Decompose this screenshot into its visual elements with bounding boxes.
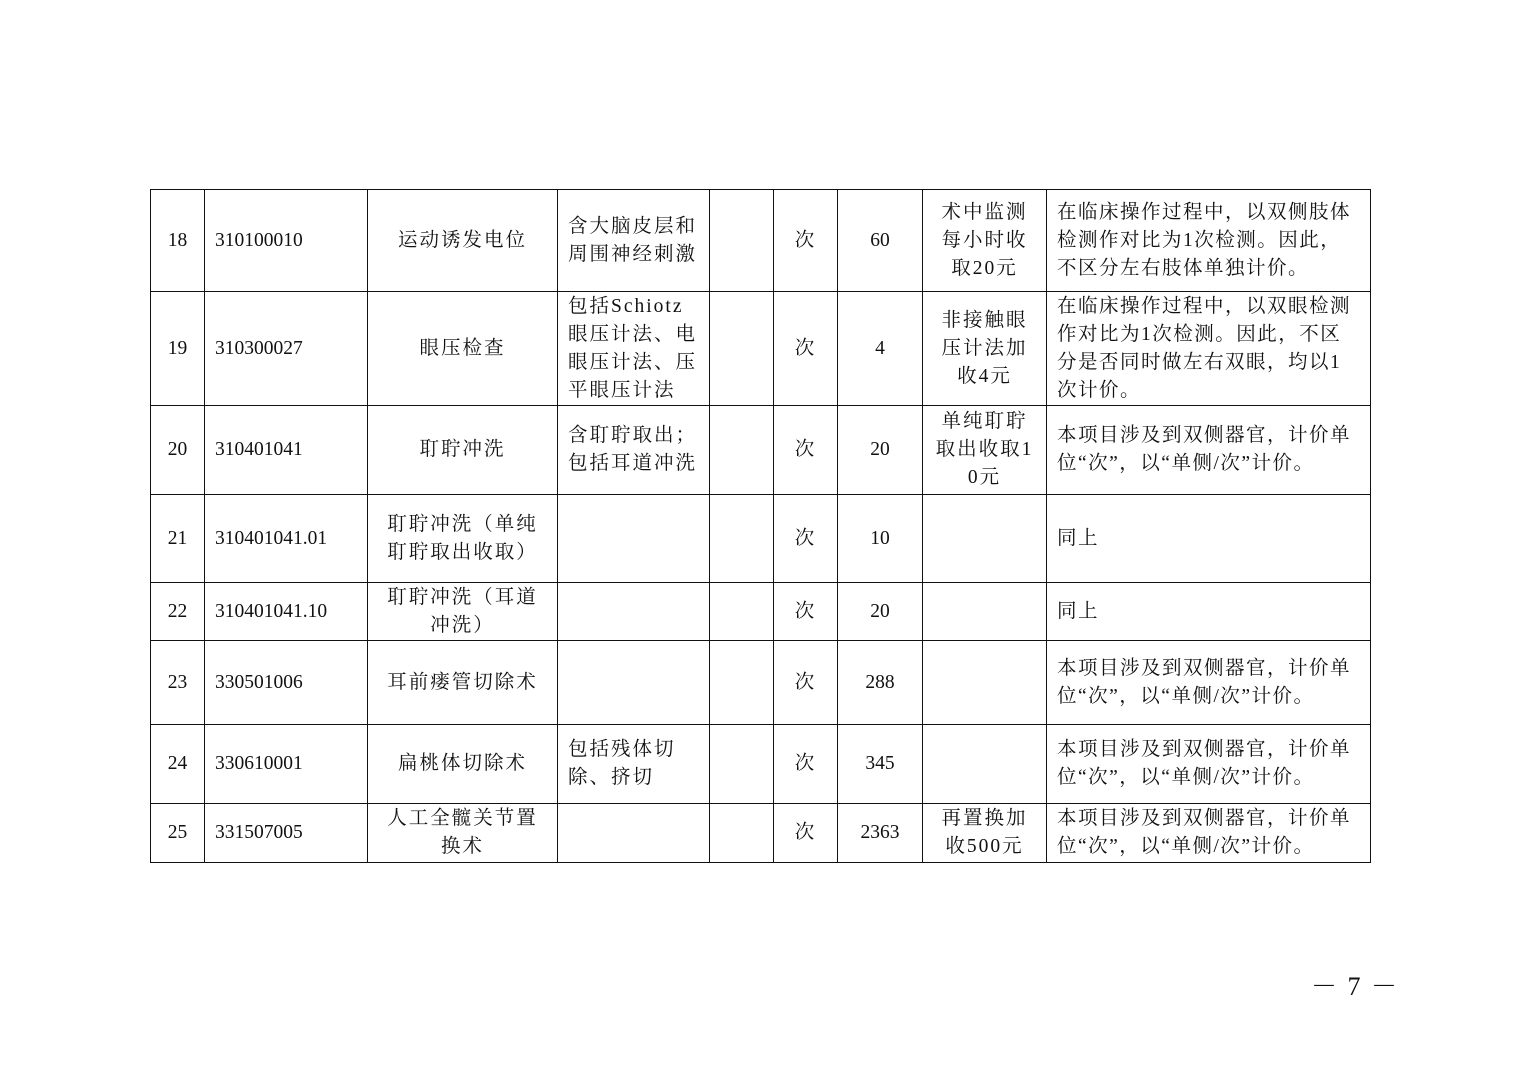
pricing-note-cell: 同上 — [1047, 583, 1371, 641]
pricing-unit-cell: 次 — [774, 190, 838, 292]
item-exclusion-cell — [710, 495, 774, 583]
pricing-unit-cell: 次 — [774, 641, 838, 725]
fee-table — [150, 189, 1371, 863]
pricing-unit-cell: 次 — [774, 804, 838, 863]
item-content-cell: 包括Schiotz眼压计法、电眼压计法、压平眼压计法 — [558, 292, 710, 406]
pricing-note-cell: 在临床操作过程中，以双眼检测作对比为1次检测。因此，不区分是否同时做左右双眼，均以1次计价。 — [1047, 292, 1371, 406]
row-number-cell: 21 — [151, 495, 205, 583]
item-content-cell — [558, 641, 710, 725]
item-code-cell: 330610001 — [205, 725, 368, 804]
item-exclusion-cell — [710, 292, 774, 406]
table-row — [151, 406, 1371, 495]
item-exclusion-cell — [710, 725, 774, 804]
item-name-cell: 耵聍冲洗（耳道冲洗） — [368, 583, 558, 641]
item-name-cell: 耳前瘘管切除术 — [368, 641, 558, 725]
item-exclusion-cell — [710, 190, 774, 292]
item-content-cell: 包括残体切除、挤切 — [558, 725, 710, 804]
item-price-cell: 345 — [838, 725, 923, 804]
item-price-cell: 20 — [838, 406, 923, 495]
row-number-cell: 24 — [151, 725, 205, 804]
item-name-cell: 扁桃体切除术 — [368, 725, 558, 804]
item-code-cell: 330501006 — [205, 641, 368, 725]
table-row — [151, 495, 1371, 583]
item-exclusion-cell — [710, 641, 774, 725]
table-row — [151, 725, 1371, 804]
price-remark-cell — [923, 495, 1047, 583]
item-code-cell: 310100010 — [205, 190, 368, 292]
price-remark-cell: 术中监测每小时收取20元 — [923, 190, 1047, 292]
price-remark-cell — [923, 641, 1047, 725]
pricing-unit-cell: 次 — [774, 292, 838, 406]
pricing-note-cell: 本项目涉及到双侧器官，计价单位“次”，以“单侧/次”计价。 — [1047, 725, 1371, 804]
item-name-cell: 运动诱发电位 — [368, 190, 558, 292]
table-row — [151, 641, 1371, 725]
item-exclusion-cell — [710, 804, 774, 863]
pricing-unit-cell: 次 — [774, 495, 838, 583]
item-code-cell: 310401041.01 — [205, 495, 368, 583]
item-exclusion-cell — [710, 583, 774, 641]
item-exclusion-cell — [710, 406, 774, 495]
price-remark-cell — [923, 725, 1047, 804]
pricing-unit-cell: 次 — [774, 583, 838, 641]
table-row — [151, 190, 1371, 292]
row-number-cell: 19 — [151, 292, 205, 406]
page-number: － 7 － — [1310, 972, 1399, 1001]
item-code-cell: 310300027 — [205, 292, 368, 406]
item-name-cell: 人工全髋关节置换术 — [368, 804, 558, 863]
item-name-cell: 耵聍冲洗 — [368, 406, 558, 495]
row-number-cell: 20 — [151, 406, 205, 495]
item-code-cell: 310401041 — [205, 406, 368, 495]
pricing-note-cell: 本项目涉及到双侧器官，计价单位“次”，以“单侧/次”计价。 — [1047, 804, 1371, 863]
item-price-cell: 288 — [838, 641, 923, 725]
pricing-unit-cell: 次 — [774, 725, 838, 804]
row-number-cell: 25 — [151, 804, 205, 863]
table-body — [151, 190, 1371, 863]
item-price-cell: 10 — [838, 495, 923, 583]
item-content-cell: 含大脑皮层和周围神经刺激 — [558, 190, 710, 292]
item-name-cell: 眼压检查 — [368, 292, 558, 406]
pricing-unit-cell: 次 — [774, 406, 838, 495]
item-content-cell: 含耵聍取出；包括耳道冲洗 — [558, 406, 710, 495]
price-remark-cell: 非接触眼压计法加收4元 — [923, 292, 1047, 406]
table-row — [151, 292, 1371, 406]
item-code-cell: 310401041.10 — [205, 583, 368, 641]
row-number-cell: 22 — [151, 583, 205, 641]
price-remark-cell: 再置换加收500元 — [923, 804, 1047, 863]
item-content-cell — [558, 804, 710, 863]
table-row — [151, 583, 1371, 641]
item-code-cell: 331507005 — [205, 804, 368, 863]
price-remark-cell — [923, 583, 1047, 641]
table-row — [151, 804, 1371, 863]
pricing-note-cell: 同上 — [1047, 495, 1371, 583]
item-content-cell — [558, 583, 710, 641]
pricing-note-cell: 本项目涉及到双侧器官，计价单位“次”，以“单侧/次”计价。 — [1047, 406, 1371, 495]
item-price-cell: 60 — [838, 190, 923, 292]
pricing-note-cell: 本项目涉及到双侧器官，计价单位“次”，以“单侧/次”计价。 — [1047, 641, 1371, 725]
item-price-cell: 4 — [838, 292, 923, 406]
price-remark-cell: 单纯耵聍取出收取10元 — [923, 406, 1047, 495]
pricing-note-cell: 在临床操作过程中，以双侧肢体检测作对比为1次检测。因此，不区分左右肢体单独计价。 — [1047, 190, 1371, 292]
item-name-cell: 耵聍冲洗（单纯耵聍取出收取） — [368, 495, 558, 583]
item-price-cell: 2363 — [838, 804, 923, 863]
item-content-cell — [558, 495, 710, 583]
row-number-cell: 23 — [151, 641, 205, 725]
item-price-cell: 20 — [838, 583, 923, 641]
row-number-cell: 18 — [151, 190, 205, 292]
